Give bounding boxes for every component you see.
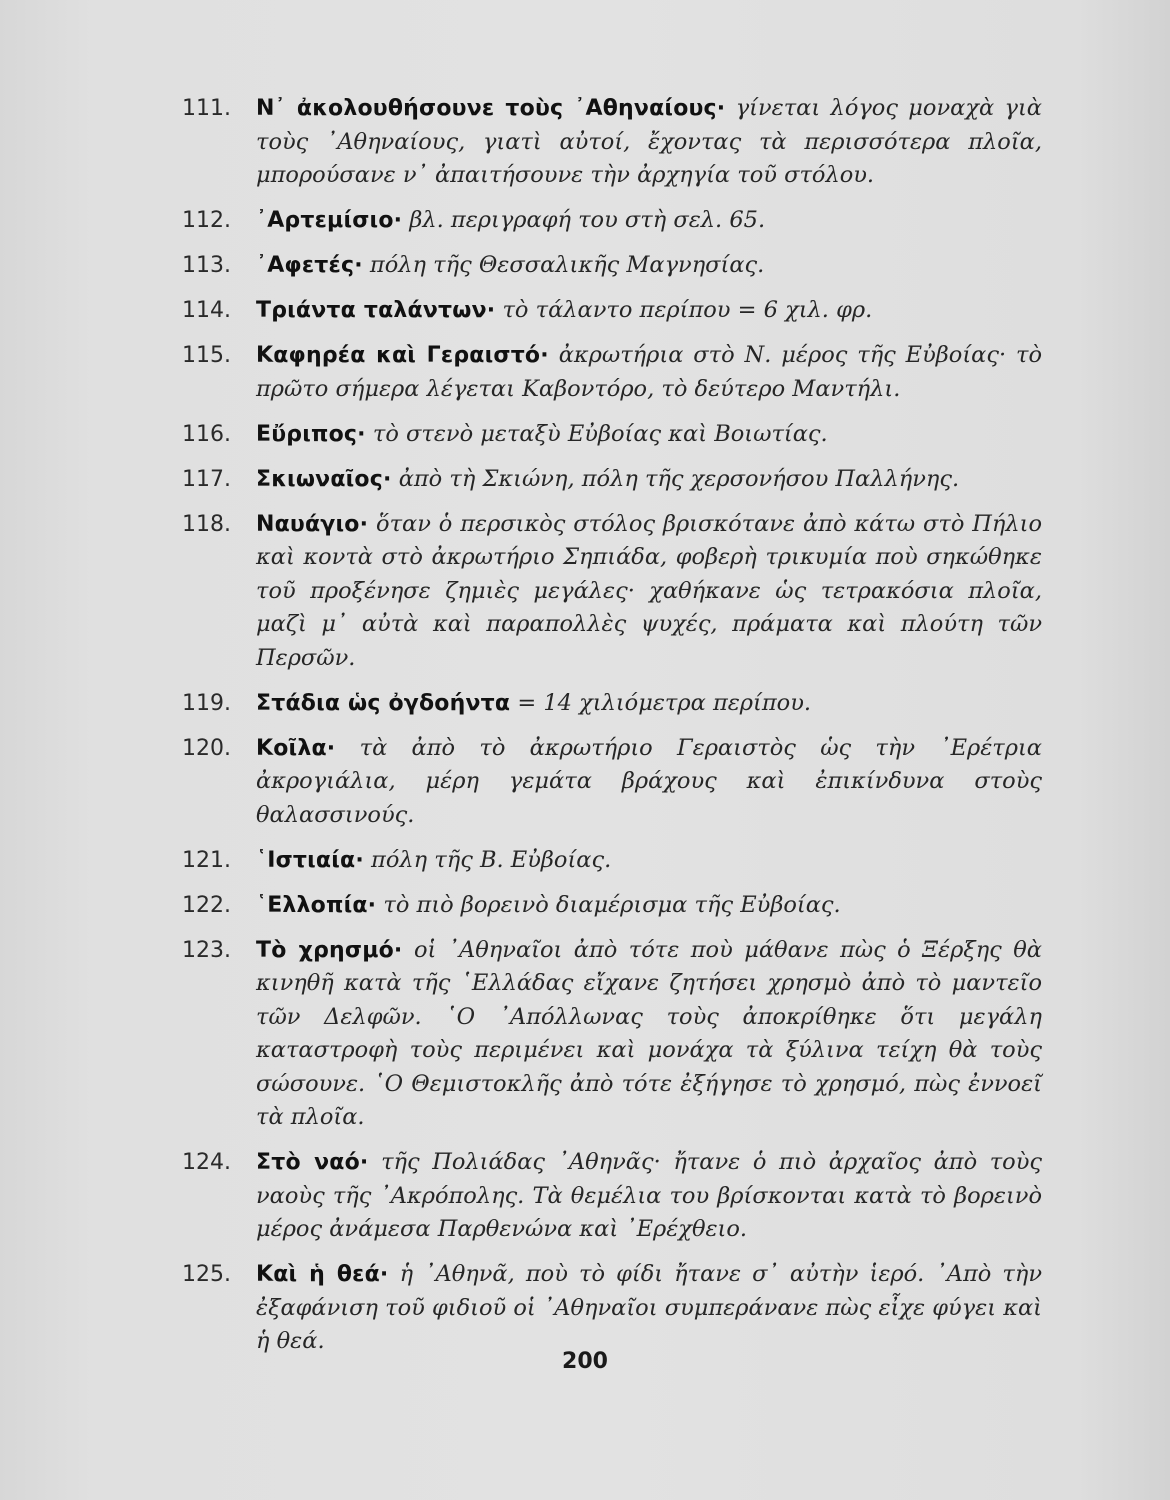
note-text: ἀπὸ τὴ Σκιώνη, πόλη τῆς χερσονήσου Παλλήνης. — [391, 465, 960, 492]
note-124 — [182, 1146, 1042, 1247]
note-heading: Εὔριπος· — [256, 421, 366, 447]
note-text: πόλη τῆς Θεσσαλικῆς Μαγνησίας. — [362, 252, 765, 278]
note-text: οἱ ᾿Αθηναῖοι ἀπὸ τότε ποὺ μάθανε πὼς ὁ Ξέρξης θὰ κινηθῆ κατὰ τῆς ῾Ελλάδας εἴχανε ζητήσει χρησμὸ ἀπὸ τὸ μαντεῖο τῶν Δελφῶν. ῾Ο ᾿Απόλλωνας τοὺς ἀποκρίθηκε ὅτι μεγάλη καταστροφὴ τοὺς περιμένει καὶ μονάχα τὰ ξύλινα τείχη θὰ τοὺς σώσουνε. ῾Ο Θεμιστοκλῆς ἀπὸ τότε ἐξήγησε τὸ χρησμό, πὼς ἐννοεῖ τὰ πλοῖα. — [256, 936, 1042, 1130]
note-text: ἡ ᾿Αθηνᾶ, ποὺ τὸ φίδι ἤτανε σ᾿ αὐτὴν ἱερό. ᾿Απὸ τὴν ἐξαφάνιση τοῦ φιδιοῦ οἱ ᾿Αθηναῖοι συμπεράνανε πὼς εἶχε φύγει καὶ ἡ θεά. — [256, 1261, 1043, 1354]
note-121 — [182, 844, 1042, 878]
note-text: ὅταν ὁ περσικὸς στόλος βρισκότανε ἀπὸ κάτω στὸ Πήλιο καὶ κοντὰ στὸ ἀκρωτήριο Σηπιάδα, φοβερὴ τρικυμία ποὺ σηκώθηκε τοῦ προξένησε ζημιὲς μεγάλες· χαθήκανε ὡς τετρακόσια πλοῖα, μαζὶ μ᾿ αὐτὰ καὶ παραπολλὲς ψυχές, πράματα καὶ πλούτη τῶν Περσῶν. — [256, 510, 1042, 671]
note-heading: Τριάντα ταλάντων· — [256, 298, 496, 323]
note-heading: Σκιωναῖος· — [256, 466, 392, 492]
note-heading: Κοῖλα· — [256, 735, 336, 761]
note-text: βλ. περιγραφή του στὴ σελ. 65. — [402, 207, 766, 233]
page-number: 200 — [562, 1349, 608, 1374]
note-text: τὸ τάλαντο περίπου = 6 χιλ. φρ. — [495, 297, 873, 323]
note-122 — [182, 889, 1042, 923]
note-114 — [182, 294, 1042, 328]
note-text: τὸ πιὸ βορεινὸ διαμέρισμα τῆς Εὐβοίας. — [376, 891, 841, 918]
note-118 — [182, 508, 1042, 676]
note-number: 113. — [182, 253, 231, 278]
notes-list — [182, 92, 1042, 1370]
note-number: 121. — [182, 847, 231, 873]
note-number: 114. — [182, 298, 231, 323]
note-number: 125. — [182, 1262, 231, 1287]
note-text: ἀκρωτήρια στὸ Ν. μέρος τῆς Εὐβοίας· τὸ πρῶτο σήμερα λέγεται Καβοντόρο, τὸ δεύτερο Μαντήλι. — [256, 342, 1042, 402]
note-120 — [182, 732, 1042, 833]
note-number: 124. — [182, 1150, 231, 1175]
note-111 — [182, 92, 1042, 193]
note-heading: Τὸ χρησμό· — [256, 937, 403, 963]
note-number: 120. — [182, 735, 231, 761]
note-125 — [182, 1258, 1042, 1359]
note-text: γίνεται λόγος μοναχὰ γιὰ τοὺς ᾿Αθηναίους, γιατὶ αὐτοί, ἔχοντας τὰ περισσότερα πλοῖα, μπορούσανε ν᾿ ἀπαιτήσουνε τὴν ἀρχηγία τοῦ στόλου. — [256, 95, 1042, 188]
note-123 — [182, 934, 1042, 1135]
note-heading: Καφηρέα καὶ Γεραιστό· — [256, 343, 549, 368]
note-heading: Ν᾿ ἀκολουθήσουνε τοὺς ᾿Αθηναίους· — [256, 96, 726, 121]
note-text: πόλη τῆς Β. Εὐβοίας. — [363, 846, 612, 873]
note-number: 111. — [182, 96, 231, 121]
note-number: 115. — [182, 343, 231, 368]
note-heading: ῾Ελλοπία· — [256, 892, 377, 918]
note-text: τῆς Πολιάδας ᾿Αθηνᾶς· ἤτανε ὁ πιὸ ἀρχαῖος ἀπὸ τοὺς ναοὺς τῆς ᾿Ακρόπολης. Τὰ θεμέλια του βρίσκονται κατὰ τὸ βορεινὸ μέρος ἀνάμεσα Παρθενώνα καὶ ᾿Ερέχθειο. — [256, 1149, 1042, 1242]
note-heading: ᾿Αφετές· — [256, 253, 363, 278]
note-115 — [182, 339, 1042, 406]
note-116 — [182, 418, 1042, 452]
note-112 — [182, 204, 1042, 238]
note-heading: ᾿Αρτεμίσιο· — [256, 208, 403, 233]
note-number: 122. — [182, 892, 231, 918]
note-number: 112. — [182, 208, 231, 233]
note-number: 123. — [182, 937, 231, 963]
note-heading: Στὸ ναό· — [256, 1150, 369, 1175]
note-119 — [182, 687, 1042, 721]
note-117 — [182, 463, 1042, 497]
note-number: 116. — [182, 421, 231, 447]
note-text: τὰ ἀπὸ τὸ ἀκρωτήριο Γεραιστὸς ὡς τὴν ᾿Ερέτρια ἀκρογιάλια, μέρη γεμάτα βράχους καὶ ἐπικίνδυνα στοὺς θαλασσινούς. — [256, 734, 1042, 828]
note-text: τὸ στενὸ μεταξὺ Εὐβοίας καὶ Βοιωτίας. — [365, 420, 828, 447]
note-heading: Καὶ ἡ θεά· — [256, 1262, 389, 1287]
note-heading: Ναυάγιο· — [256, 511, 369, 537]
note-text: = 14 χιλιόμετρα περίπου. — [510, 689, 812, 716]
note-number: 117. — [182, 466, 231, 492]
note-113 — [182, 249, 1042, 283]
note-heading: ῾Ιστιαία· — [256, 847, 364, 873]
note-number: 119. — [182, 690, 231, 716]
note-heading: Στάδια ὡς ὀγδοήντα — [256, 690, 511, 716]
note-number: 118. — [182, 511, 231, 537]
